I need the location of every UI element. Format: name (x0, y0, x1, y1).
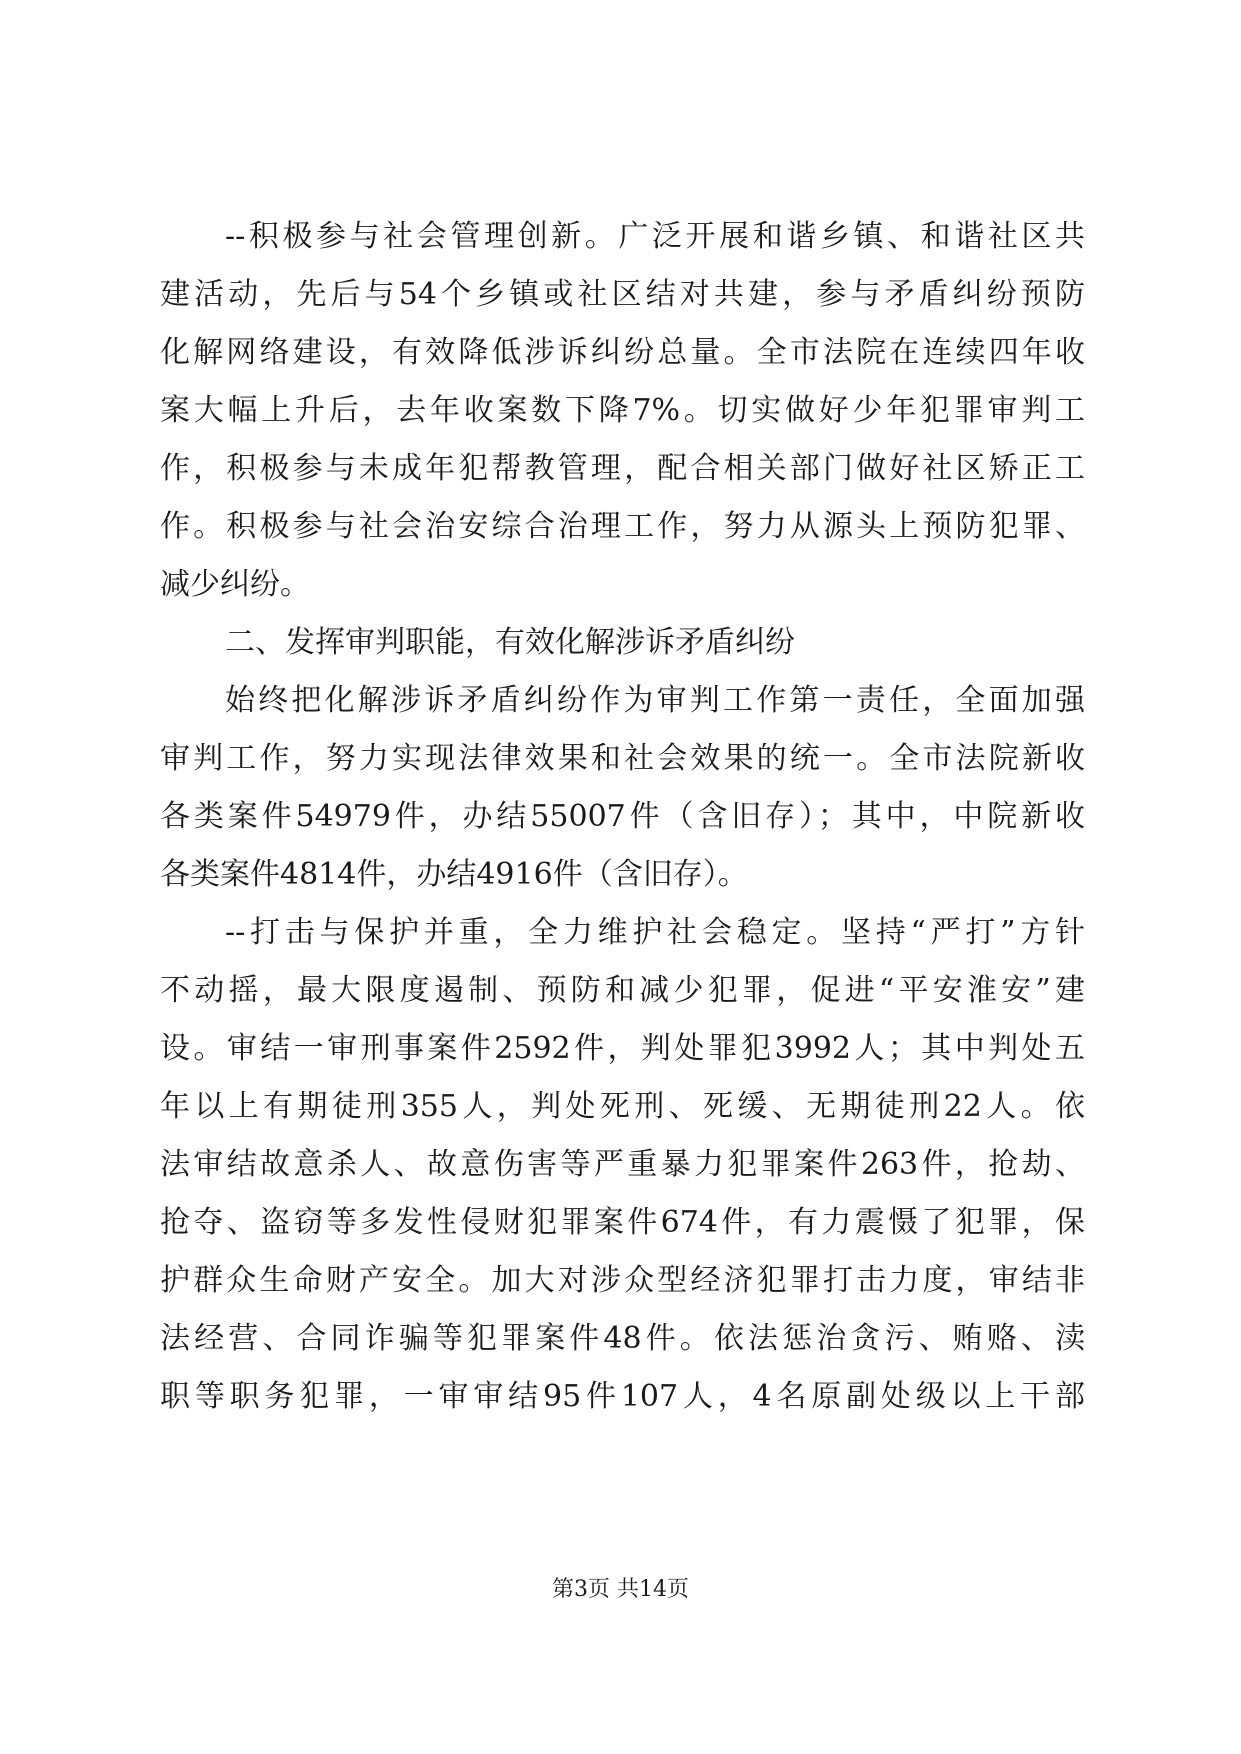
paragraph-line: 作，积极参与未成年犯帮教管理，配合相关部门做好社区矫正工 (160, 451, 1085, 486)
paragraph-line: 设。审结一审刑事案件2592件，判处罪犯3992人；其中判处五 (160, 1031, 1085, 1066)
paragraph-line: 建活动，先后与54个乡镇或社区结对共建，参与矛盾纠纷预防 (160, 277, 1085, 312)
paragraph-line: --打击与保护并重，全力维护社会稳定。坚持“严打”方针 (225, 915, 1085, 950)
paragraph-line: 不动摇，最大限度遏制、预防和减少犯罪，促进“平安淮安”建 (160, 973, 1085, 1008)
paragraph-line: 法经营、合同诈骗等犯罪案件48件。依法惩治贪污、贿赂、渎 (160, 1321, 1085, 1356)
paragraph-line: 职等职务犯罪，一审审结95件107人，4名原副处级以上干部 (160, 1379, 1085, 1414)
paragraph-line: 护群众生命财产安全。加大对涉众型经济犯罪打击力度，审结非 (160, 1263, 1085, 1298)
section-heading: 二、发挥审判职能，有效化解涉诉矛盾纠纷 (225, 625, 795, 660)
paragraph-line: 作。积极参与社会治安综合治理工作，努力从源头上预防犯罪、 (160, 509, 1085, 544)
paragraph-line: --积极参与社会管理创新。广泛开展和谐乡镇、和谐社区共 (225, 219, 1085, 254)
paragraph-line: 抢夺、盗窃等多发性侵财犯罪案件674件，有力震慑了犯罪，保 (160, 1205, 1085, 1240)
page-footer: 第3页 共14页 (552, 1577, 689, 1602)
paragraph-line: 审判工作，努力实现法律效果和社会效果的统一。全市法院新收 (160, 741, 1085, 776)
paragraph-line: 法审结故意杀人、故意伤害等严重暴力犯罪案件263件，抢劫、 (160, 1147, 1085, 1182)
paragraph-line: 各类案件4814件，办结4916件（含旧存）。 (160, 857, 748, 892)
paragraph-line: 年以上有期徒刑355人，判处死刑、死缓、无期徒刑22人。依 (160, 1089, 1085, 1124)
paragraph-line: 始终把化解涉诉矛盾纠纷作为审判工作第一责任，全面加强 (225, 683, 1085, 718)
paragraph-line: 减少纠纷。 (160, 567, 310, 602)
paragraph-line: 案大幅上升后，去年收案数下降7%。切实做好少年犯罪审判工 (160, 393, 1085, 428)
paragraph-line: 化解网络建设，有效降低涉诉纠纷总量。全市法院在连续四年收 (160, 335, 1085, 370)
paragraph-line: 各类案件54979件，办结55007件（含旧存）；其中，中院新收 (160, 799, 1085, 834)
